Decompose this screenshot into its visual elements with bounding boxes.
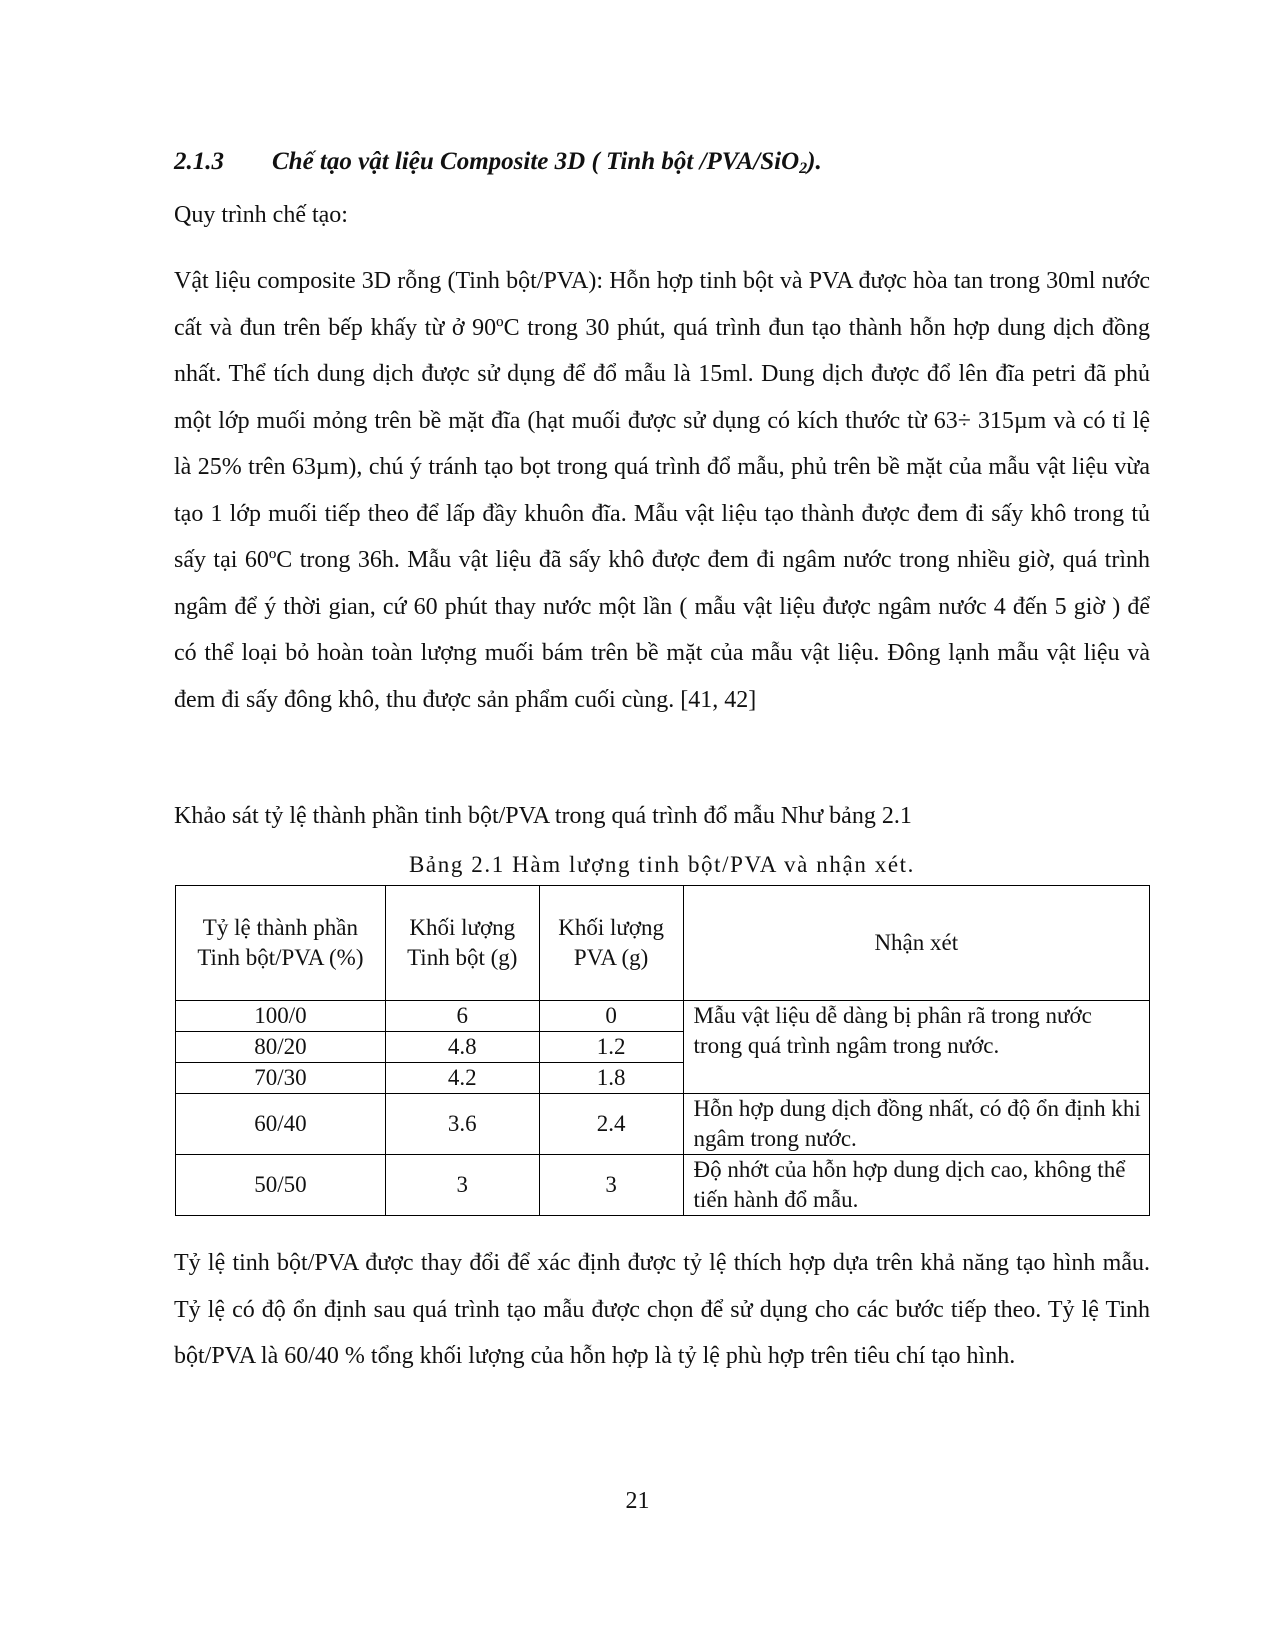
cell-remark: Độ nhớt của hỗn hợp dung dịch cao, không thể tiến hành đổ mẫu. — [683, 1155, 1149, 1216]
cell-starch: 6 — [385, 1001, 539, 1032]
table-row — [176, 1001, 1150, 1032]
cell-ratio: 80/20 — [176, 1032, 386, 1063]
page-number: 21 — [625, 1488, 650, 1514]
cell-remark: Mẫu vật liệu dễ dàng bị phân rã trong nước trong quá trình ngâm trong nước. — [683, 1001, 1149, 1094]
cell-ratio: 100/0 — [176, 1001, 386, 1032]
cell-starch: 3 — [385, 1155, 539, 1216]
header-remark: Nhận xét — [683, 886, 1149, 1001]
table-header-row — [176, 886, 1150, 1001]
header-ratio: Tỷ lệ thành phần Tinh bột/PVA (%) — [176, 886, 386, 1001]
cell-starch: 4.2 — [385, 1063, 539, 1094]
cell-ratio: 50/50 — [176, 1155, 386, 1216]
paragraph-procedure: Vật liệu composite 3D rỗng (Tinh bột/PVA): Hỗn hợp tinh bột và PVA được hòa tan trong 30ml nước cất và đun trên bếp khấy từ ở 90ºC trong 30 phút, quá trình đun tạo thành hỗn hợp dung dịch đồng nhất. Thể tích dung dịch được sử dụng để đổ mẫu là 15ml. Dung dịch được đổ lên đĩa petri đã phủ một lớp muối mỏng trên bề mặt đĩa (hạt muối được sử dụng có kích thước từ 63÷ 315µm và có tỉ lệ là 25% trên 63µm), chú ý tránh tạo bọt trong quá trình đổ mẫu, phủ trên bề mặt của mẫu vật liệu vừa tạo 1 lớp muối tiếp theo để lấp đầy khuôn đĩa. Mẫu vật liệu tạo thành được đem đi sấy khô trong tủ sấy tại 60ºC trong 36h. Mẫu vật liệu đã sấy khô được đem đi ngâm nước trong nhiều giờ, quá trình ngâm để ý thời gian, cứ 60 phút thay nước một lần ( mẫu vật liệu được ngâm nước 4 đến 5 giờ ) để có thể loại bỏ hoàn toàn lượng muối bám trên bề mặt của mẫu vật liệu. Đông lạnh mẫu vật liệu và đem đi sấy đông khô, thu được sản phẩm cuối cùng. [41, 42] — [174, 268, 1150, 713]
section-title-end: ). — [807, 148, 822, 175]
cell-starch: 3.6 — [385, 1094, 539, 1155]
cell-pva: 3 — [539, 1155, 683, 1216]
process-label: Quy trình chế tạo: — [174, 202, 348, 228]
cell-pva: 1.8 — [539, 1063, 683, 1094]
cell-ratio: 60/40 — [176, 1094, 386, 1155]
section-heading — [174, 148, 822, 178]
cell-ratio: 70/30 — [176, 1063, 386, 1094]
table-intro-text: Khảo sát tỷ lệ thành phần tinh bột/PVA trong quá trình đổ mẫu Như bảng 2.1 — [174, 803, 912, 829]
header-starch-mass: Khối lượng Tinh bột (g) — [385, 886, 539, 1001]
cell-pva: 1.2 — [539, 1032, 683, 1063]
cell-pva: 0 — [539, 1001, 683, 1032]
section-number: 2.1.3 — [174, 148, 224, 175]
section-title: Chế tạo vật liệu Composite 3D ( Tinh bột /PVA/SiO — [272, 148, 800, 175]
composition-table — [175, 885, 1150, 1216]
table-caption: Bảng 2.1 Hàm lượng tinh bột/PVA và nhận xét. — [408, 852, 916, 877]
table-row — [176, 1155, 1150, 1216]
section-title-subscript: 2 — [799, 160, 808, 177]
cell-pva: 2.4 — [539, 1094, 683, 1155]
paragraph-conclusion: Tỷ lệ tinh bột/PVA được thay đổi để xác định được tỷ lệ thích hợp dựa trên khả năng tạo hình mẫu. Tỷ lệ có độ ổn định sau quá trình tạo mẫu được chọn để sử dụng cho các bước tiếp theo. Tỷ lệ Tinh bột/PVA là 60/40 % tổng khối lượng của hỗn hợp là tỷ lệ phù hợp trên tiêu chí tạo hình. — [174, 1250, 1150, 1369]
cell-remark: Hỗn hợp dung dịch đồng nhất, có độ ổn định khi ngâm trong nước. — [683, 1094, 1149, 1155]
cell-starch: 4.8 — [385, 1032, 539, 1063]
header-pva-mass: Khối lượng PVA (g) — [539, 886, 683, 1001]
table-row — [176, 1094, 1150, 1155]
